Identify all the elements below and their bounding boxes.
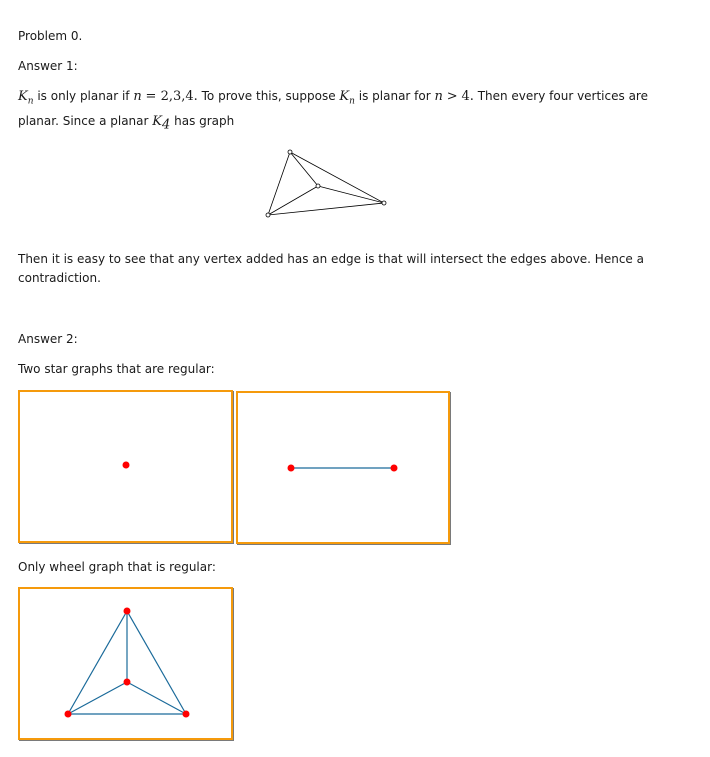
k4-edge: [268, 152, 290, 215]
statement-text-2: To prove this, suppose: [201, 89, 336, 103]
wheel-graph-frame: [18, 587, 233, 740]
k-4-symbol: $K_4$: [152, 113, 171, 133]
k4-vertex: [288, 150, 292, 154]
graph-vertex: [65, 711, 72, 718]
statement-text-3: is planar for: [358, 89, 431, 103]
k-n-symbol-2: $K_n$: [339, 89, 355, 107]
answer-2-label: Answer 2:: [18, 332, 78, 346]
n-symbol-2: n: [434, 89, 443, 104]
k4-edge: [318, 186, 384, 203]
star-graphs-caption: Two star graphs that are regular:: [18, 362, 215, 376]
graph-vertex: [183, 711, 190, 718]
k-n-symbol: $K_n$: [18, 89, 34, 107]
wheel-graph-caption: Only wheel graph that is regular:: [18, 560, 216, 574]
k4-edge: [290, 152, 384, 203]
graph-vertex: [391, 465, 398, 472]
problem-title: Problem 0.: [18, 29, 83, 43]
statement-text-6: has graph: [174, 113, 235, 128]
k4-edge: [290, 152, 318, 186]
wheel-graph: [20, 589, 235, 742]
four-value: 4.: [461, 89, 474, 104]
statement-text-1: is only planar if: [37, 89, 130, 103]
star-graph-k1: [20, 392, 235, 545]
answer-1-conclusion: Then it is easy to see that any vertex added has an edge is that will intersect the edges above. Hence a contradiction.: [18, 252, 644, 285]
graph-vertex: [124, 608, 131, 615]
answer-1-label: Answer 1:: [18, 59, 78, 73]
graph-vertex: [124, 679, 131, 686]
star-graph-k2: [238, 393, 452, 546]
k4-vertex: [266, 213, 270, 217]
statement-text-5: planar. Since a planar: [18, 113, 149, 128]
star-graph-k2-frame: [236, 391, 450, 544]
star-graph-k1-frame: [18, 390, 233, 543]
graph-vertex: [288, 465, 295, 472]
greater-than: >: [446, 89, 458, 104]
equation-values: = 2,3,4.: [145, 89, 198, 104]
n-symbol: n: [133, 89, 142, 104]
k4-vertex: [382, 201, 386, 205]
statement-text-4: Then every four vertices are: [477, 89, 648, 103]
graph-vertex: [123, 462, 130, 469]
k4-vertex: [316, 184, 320, 188]
